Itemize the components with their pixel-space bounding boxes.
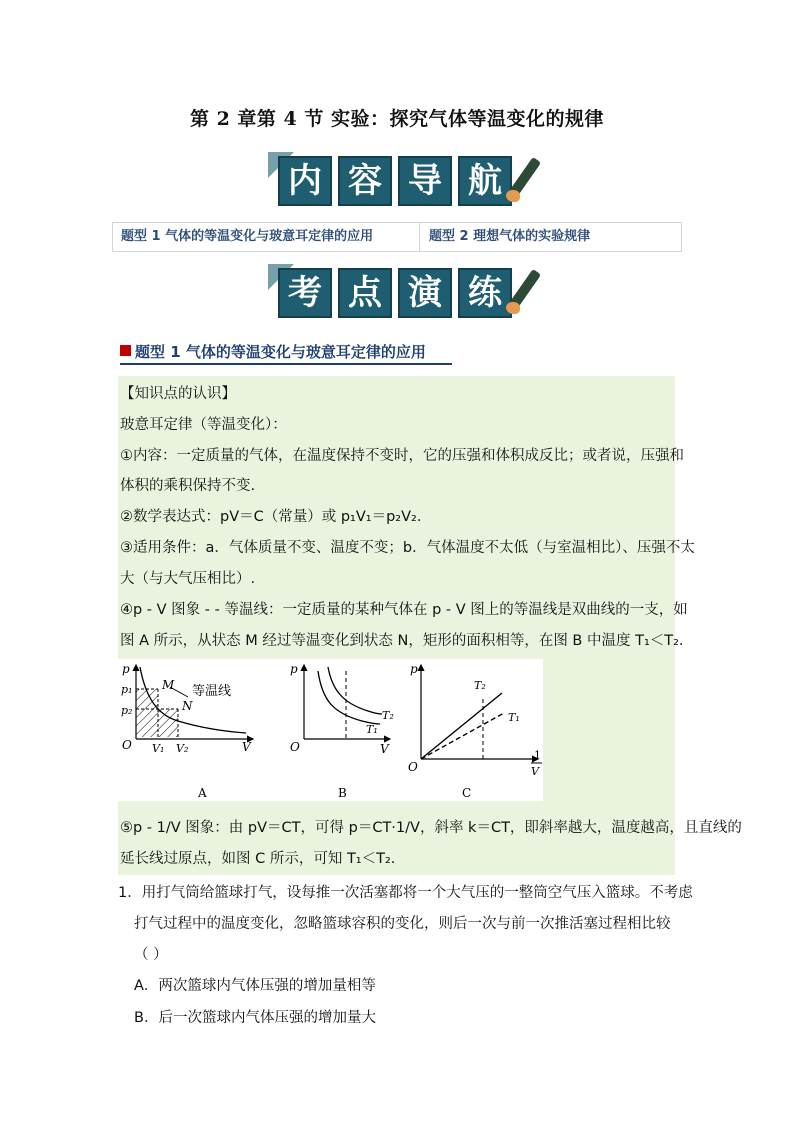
- fig-b-t2-label: T₂: [382, 709, 394, 722]
- isotherm-figures: [118, 659, 543, 801]
- fig-a-p2-label: p₂: [121, 704, 133, 717]
- fig-b-p-label: p: [290, 662, 298, 676]
- fig-c-caption: C: [462, 786, 472, 800]
- isotherm-t2: [328, 667, 382, 714]
- fig-a-p-label: p: [122, 662, 130, 676]
- option-b[interactable]: B．后一次篮球内气体压强的增加量大: [134, 1010, 376, 1026]
- knowledge-item-5a: ⑤p - 1/V 图象：由 pV＝CT，可得 p＝CT·1/V，斜率 k＝CT，即斜率越大，温度越高，且直线的: [120, 820, 742, 836]
- banner-exam-practice: [272, 264, 522, 322]
- question-1-line-2: 打气过程中的温度变化，忽略篮球容积的变化，则后一次与前一次推活塞过程相比较: [134, 916, 671, 932]
- fig-a-p1-label: p₁: [121, 683, 133, 696]
- fig-c-origin: O: [408, 760, 418, 774]
- knowledge-item-1a: ①内容：一定质量的气体，在温度保持不变时，它的压强和体积成反比；或者说，压强和: [120, 448, 684, 464]
- area-rect-m: [136, 689, 158, 737]
- banner-char: 点: [338, 268, 392, 318]
- knowledge-law: 玻意耳定律（等温变化）：: [120, 417, 287, 433]
- knowledge-header: 【知识点的认识】: [120, 386, 236, 402]
- area-rect-n: [158, 709, 178, 737]
- knowledge-item-3a: ③适用条件：a．气体质量不变、温度不变；b．气体温度不太低（与室温相比）、压强不太: [120, 540, 695, 556]
- isotherm-t1: [318, 671, 380, 724]
- brush-tip-icon: [506, 302, 520, 314]
- fig-c-x-num: 1: [534, 749, 541, 762]
- section-heading-text: 题型 1 气体的等温变化与玻意耳定律的应用: [135, 343, 426, 361]
- question-1-blank: （ ）: [134, 947, 168, 963]
- figure-a: [121, 662, 253, 800]
- fig-c-t1-label: T₁: [508, 711, 520, 724]
- fig-a-n-label: N: [182, 699, 193, 713]
- banner-char: 内: [278, 156, 332, 206]
- fig-a-v2-label: V₂: [176, 742, 189, 755]
- banner-char: 容: [338, 156, 392, 206]
- knowledge-item-3b: 大（与大气压相比）.: [120, 571, 256, 587]
- nav-link-topic-2[interactable]: 题型 2 理想气体的实验规律: [429, 229, 591, 244]
- page-title: 第 2 章第 4 节 实验：探究气体等温变化的规律: [189, 108, 604, 130]
- section-heading: [120, 341, 452, 365]
- nav-divider: [419, 223, 420, 251]
- fig-a-caption: A: [198, 786, 207, 800]
- banner-char: 考: [278, 268, 332, 318]
- fig-a-isotherm-label: 等温线: [192, 684, 232, 699]
- fig-b-origin: O: [290, 740, 300, 754]
- nav-link-topic-1[interactable]: 题型 1 气体的等温变化与玻意耳定律的应用: [121, 229, 374, 244]
- knowledge-item-4a: ④p - V 图象 - - 等温线：一定质量的某种气体在 p - V 图上的等温线是双曲线的一支，如: [120, 602, 688, 618]
- knowledge-item-5b: 延长线过原点，如图 C 所示，可知 T₁＜T₂.: [120, 851, 396, 867]
- fig-c-t2-label: T₂: [474, 679, 486, 692]
- figures-panel: [118, 659, 543, 801]
- brush-tip-icon: [506, 190, 520, 202]
- fig-a-v1-label: V₁: [152, 742, 165, 755]
- figure-c: [408, 662, 542, 800]
- line-t2: [421, 693, 502, 759]
- fig-b-t1-label: T₁: [366, 723, 378, 736]
- banner-char: 航: [458, 156, 512, 206]
- option-a[interactable]: A．两次篮球内气体压强的增加量相等: [134, 978, 376, 994]
- line-t1: [421, 713, 504, 759]
- fig-a-origin: O: [122, 738, 132, 752]
- fig-c-x-den: V: [531, 765, 539, 778]
- topic-nav-table: [112, 222, 682, 252]
- knowledge-item-4b: 图 A 所示，从状态 M 经过等温变化到状态 N，矩形的面积相等，在图 B 中温度 T₁＜T₂.: [120, 633, 684, 649]
- banner-char: 演: [398, 268, 452, 318]
- knowledge-item-1b: 体积的乘积保持不变.: [120, 478, 256, 494]
- red-square-icon: [120, 345, 131, 356]
- banner-char: 导: [398, 156, 452, 206]
- fig-b-caption: B: [338, 786, 347, 800]
- fig-c-p-label: p: [410, 662, 418, 676]
- fig-a-m-label: M: [162, 678, 175, 692]
- fig-a-v-label: V: [242, 740, 251, 754]
- fig-b-v-label: V: [380, 742, 389, 756]
- banner-content-navigation: [272, 152, 522, 210]
- question-1-line-1: 1．用打气筒给篮球打气，设每推一次活塞都将一个大气压的一整筒空气压入篮球。不考虑: [118, 885, 693, 901]
- banner-char: 练: [458, 268, 512, 318]
- knowledge-item-2: ②数学表达式：pV＝C（常量）或 p₁V₁＝p₂V₂.: [120, 509, 422, 525]
- figure-b: [290, 662, 394, 800]
